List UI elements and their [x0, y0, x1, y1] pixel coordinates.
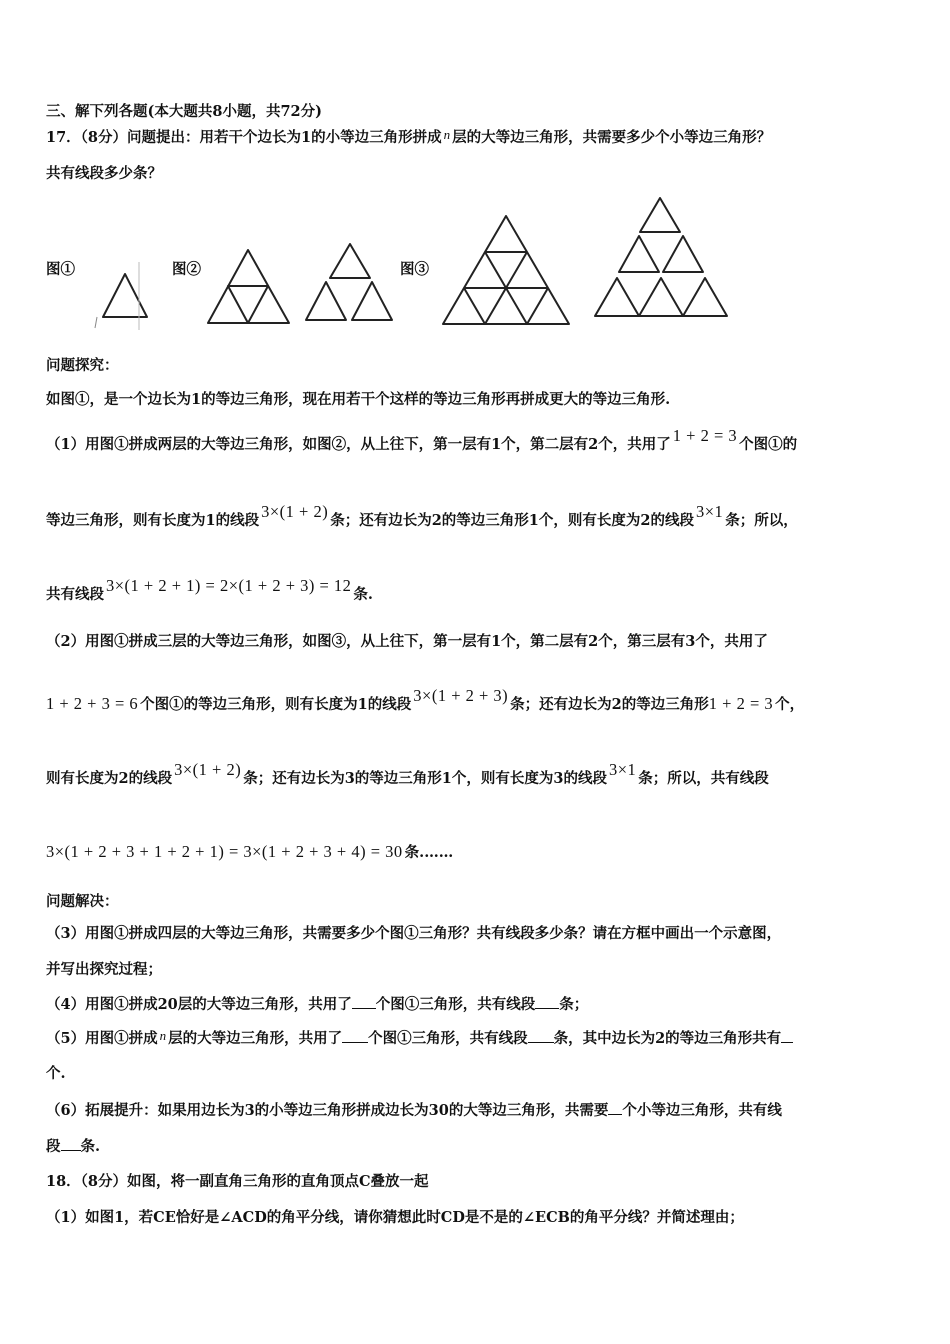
- p1-text-c: 等边三角形，则有长度为1的线段: [46, 512, 260, 529]
- p1-math-4: 3×(1 + 2 + 1) = 2×(1 + 2 + 3) = 12: [106, 576, 352, 595]
- fig3-piece-6: [683, 278, 727, 316]
- var-n: n: [443, 127, 451, 142]
- solve-title: 问题解决：: [46, 893, 119, 910]
- p2-text-d: 个，: [775, 696, 805, 713]
- p5-blank-1[interactable]: [342, 1028, 368, 1043]
- q17-intro-c: 共有线段多少条？: [46, 165, 162, 182]
- p1-math-1: 1 + 2 = 3: [672, 426, 738, 445]
- q17-intro-line: [46, 128, 910, 148]
- fig2-inner: [228, 286, 268, 323]
- figure-3-pieces: [592, 194, 740, 322]
- figure-2-joined: [205, 246, 295, 328]
- p1-text-f: 共有线段: [46, 586, 104, 603]
- p2-text-h: 条.……: [404, 844, 454, 861]
- p1-text-d: 条；还有边长为2的等边三角形1个，则有长度为2的线段: [330, 512, 694, 529]
- p1-text-e: 条；所以，: [725, 512, 798, 529]
- fig2-label: 图②: [172, 261, 201, 278]
- p6-line2: [46, 1136, 910, 1157]
- q17-intro-a: 17．（8分）问题提出：用若干个边长为1的小等边三角形拼成: [46, 129, 442, 146]
- p6-line1: [46, 1100, 910, 1121]
- p5-text-d: 条，其中边长为2的等边三角形共有: [553, 1030, 782, 1047]
- p2-math-3: 1 + 2 = 3: [708, 694, 774, 713]
- p6-text-d: 条.: [80, 1138, 101, 1155]
- fig1-triangle: [103, 274, 147, 317]
- p5-text-c: 个图①三角形，共有线段: [368, 1030, 528, 1047]
- fig3-diag-4: [527, 288, 548, 324]
- p2-math-5: 3×1: [608, 760, 637, 779]
- p2-text-b: 个图①的等边三角形，则有长度为1的线段: [140, 696, 412, 713]
- p5-blank-2[interactable]: [528, 1028, 554, 1043]
- p6-text-c: 段: [46, 1138, 61, 1155]
- p5-line1: [46, 1028, 910, 1049]
- p2-math-1: 1 + 2 + 3 = 6: [46, 694, 139, 713]
- fig1-label: 图①: [46, 261, 75, 278]
- p1-line1: [46, 426, 910, 455]
- q17-intro-b: 层的大等边三角形，共需要多少个小等边三角形？: [452, 129, 772, 146]
- fig3-label: 图③: [400, 261, 429, 278]
- p5-var-n: n: [159, 1028, 167, 1043]
- p1-line2: [46, 502, 910, 531]
- section-heading: 三、解下列各题(本大题共8小题，共72分): [46, 103, 322, 120]
- p4-text-b: 个图①三角形，共有线段: [375, 996, 536, 1013]
- p2-text-c: 条；还有边长为2的等边三角形: [510, 696, 709, 713]
- p2-math-2: 3×(1 + 2 + 3): [413, 686, 509, 705]
- p2-line4: [46, 842, 910, 863]
- p2-math-6: 3×(1 + 2 + 3 + 1 + 2 + 1) = 3×(1 + 2 + 3 + 4) = 30: [46, 842, 403, 861]
- fig3-piece-3: [663, 236, 703, 272]
- fig3-diag-3: [464, 288, 485, 324]
- p2-line1: （2）用图①拼成三层的大等边三角形，如图③，从上往下，第一层有1个，第二层有2个，第三层有3个，共用了: [46, 633, 768, 650]
- fig3-piece-5: [639, 278, 683, 316]
- p1-line3: [46, 576, 910, 605]
- p4-line: [46, 994, 910, 1015]
- p1-text-b: 个图①的: [739, 436, 798, 453]
- p6-text-a: （6）拓展提升：如果用边长为3的小等边三角形拼成边长为30的大等边三角形，共需要: [46, 1102, 609, 1119]
- p2-math-4: 3×(1 + 2): [174, 760, 242, 779]
- fig3-piece-2: [619, 236, 659, 272]
- fig3-outer: [443, 216, 569, 324]
- figure-1: [95, 262, 155, 332]
- p2-text-f: 条；还有边长为3的等边三角形1个，则有长度为3的线段: [243, 770, 607, 787]
- p1-math-2: 3×(1 + 2): [261, 502, 329, 521]
- p4-text-c: 条；: [559, 996, 589, 1013]
- explore-text: 如图①，是一个边长为1的等边三角形，现在用若干个这样的等边三角形再拼成更大的等边三角形.: [46, 391, 671, 408]
- p6-blank-2[interactable]: [61, 1136, 81, 1151]
- fig2-piece-top: [330, 244, 370, 278]
- figure-2-pieces: [303, 240, 395, 324]
- p3-line2: 并写出探究过程；: [46, 961, 162, 978]
- q18-p1: （1）如图1，若CE恰好是∠ACD的角平分线，请你猜想此时CD是不是的∠ECB的角平分线？并简述理由；: [46, 1209, 744, 1226]
- p1-text-a: （1）用图①拼成两层的大等边三角形，如图②，从上往下，第一层有1个，第二层有2个，共用了: [46, 436, 671, 453]
- p3-line1: （3）用图①拼成四层的大等边三角形，共需要多少个图①三角形？共有线段多少条？请在方框中画出一个示意图，: [46, 925, 782, 942]
- p4-blank-2[interactable]: [535, 994, 559, 1009]
- p1-math-3: 3×1: [695, 502, 724, 521]
- p5-blank-3[interactable]: [781, 1028, 793, 1043]
- p6-text-b: 个小等边三角形，共有线: [622, 1102, 782, 1119]
- p2-line3: [46, 760, 910, 789]
- p6-blank-1[interactable]: [608, 1100, 622, 1115]
- fig2-piece-right: [352, 282, 392, 320]
- p5-text-b: 层的大等边三角形，共用了: [168, 1030, 343, 1047]
- fig3-piece-1: [640, 198, 680, 232]
- p4-text-a: （4）用图①拼成20层的大等边三角形，共用了: [46, 996, 352, 1013]
- p4-blank-1[interactable]: [352, 994, 376, 1009]
- p5-text-a: （5）用图①拼成: [46, 1030, 158, 1047]
- fig3-piece-4: [595, 278, 639, 316]
- p2-text-g: 条；所以，共有线段: [638, 770, 769, 787]
- p2-line2: [46, 686, 910, 715]
- p5-line2: 个.: [46, 1065, 66, 1082]
- explore-title: 问题探究：: [46, 357, 119, 374]
- fig2-piece-left: [306, 282, 346, 320]
- p2-text-e: 则有长度为2的线段: [46, 770, 173, 787]
- fig1-scan-mark-2: [95, 317, 97, 328]
- q18-title: 18．（8分）如图，将一副直角三角形的直角顶点C叠放一起: [46, 1173, 429, 1190]
- figure-3-joined: [440, 212, 574, 328]
- p1-text-g: 条.: [353, 586, 373, 603]
